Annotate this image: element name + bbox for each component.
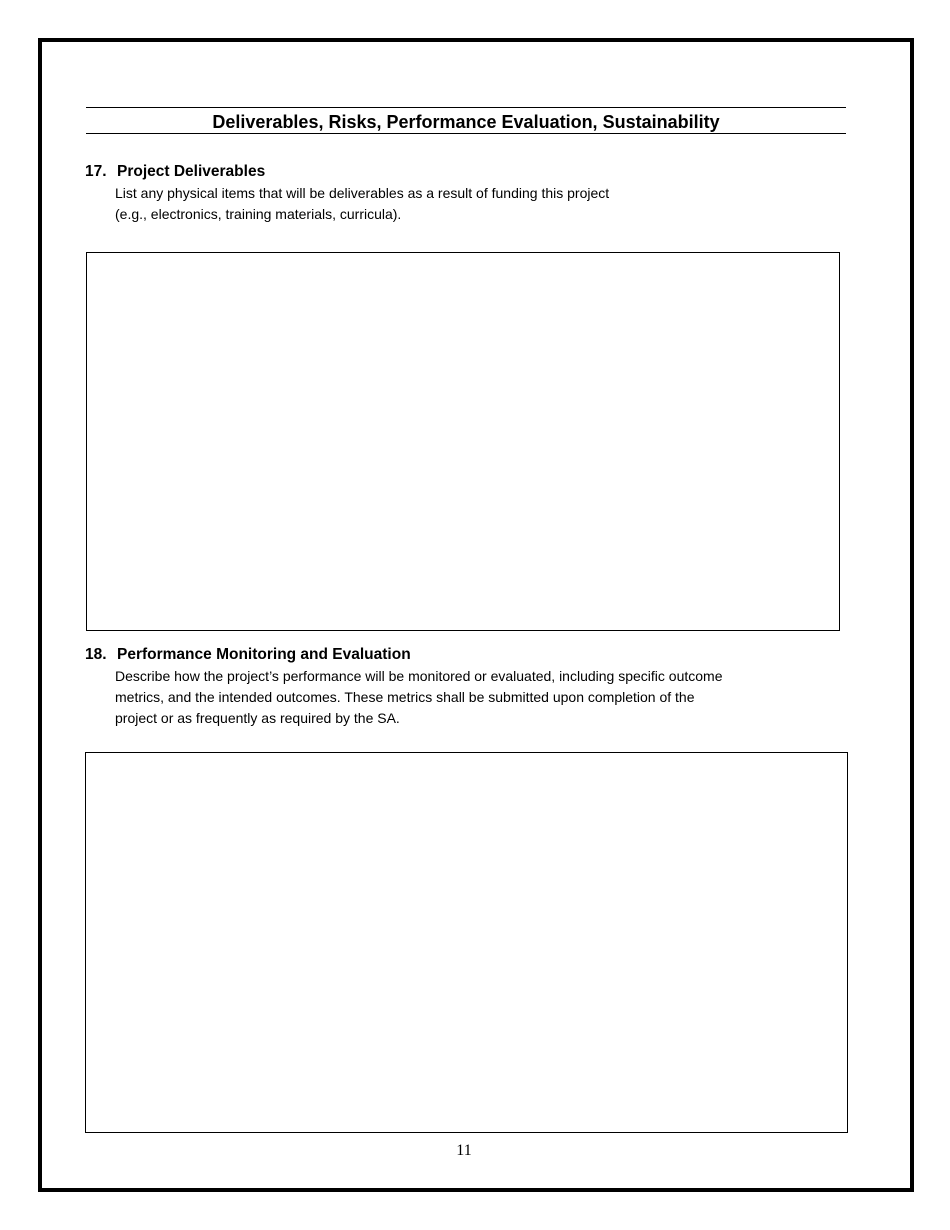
question-17-label: Project Deliverables [117,163,266,180]
question-18-description [115,666,723,729]
question-18-description-line: project or as frequently as required by the SA. [115,710,400,726]
section-heading: Deliverables, Risks, Performance Evaluation, Sustainability [212,112,720,132]
question-18-title [85,645,411,665]
question-17-answer-field[interactable] [86,252,840,631]
question-17-description-line: (e.g., electronics, training materials, curricula). [115,206,402,222]
question-18-answer-field[interactable] [85,752,848,1133]
question-18-number: 18. [85,646,107,663]
question-18-description-line: Describe how the project’s performance will be monitored or evaluated, including specific outcome [115,668,723,684]
question-18-description-line: metrics, and the intended outcomes. These metrics shall be submitted upon completion of the [115,689,695,705]
question-18-label: Performance Monitoring and Evaluation [117,646,411,663]
header-top-rule [86,107,846,108]
question-17-title [85,162,265,182]
header-bottom-rule [86,133,846,134]
question-17-description [115,183,609,225]
question-17-description-line: List any physical items that will be deliverables as a result of funding this project [115,185,610,201]
page-number: 11 [456,1142,472,1159]
question-17-number: 17. [85,163,107,180]
